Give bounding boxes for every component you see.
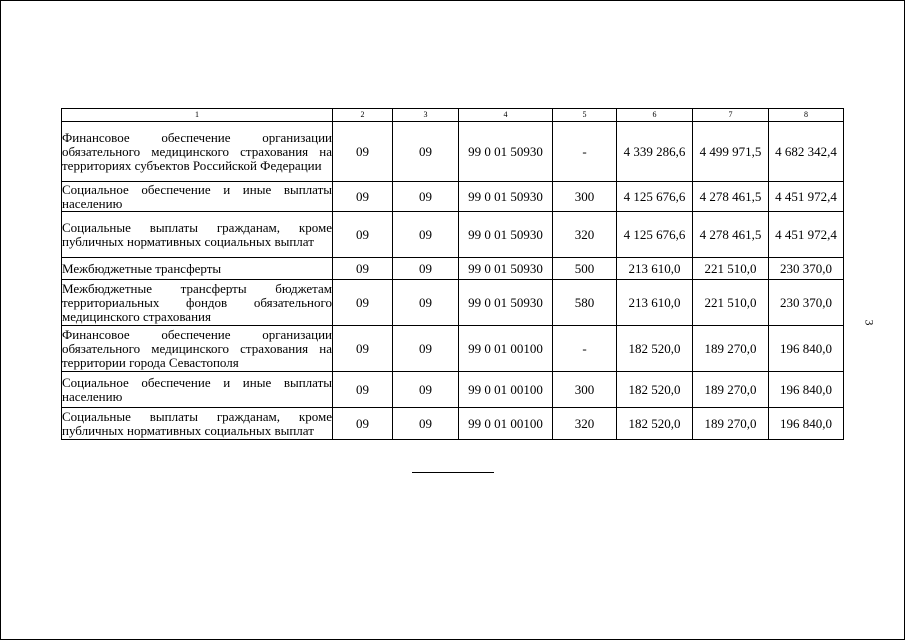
expense-type-cell: 300 (553, 372, 617, 408)
amount-cell: 182 520,0 (617, 326, 693, 372)
target-article-cell: 99 0 01 00100 (459, 408, 553, 440)
amount-cell: 182 520,0 (617, 408, 693, 440)
expense-type-cell: 320 (553, 408, 617, 440)
amount-cell: 196 840,0 (769, 326, 844, 372)
table-row (62, 182, 844, 212)
row-name-cell: Социальные выплаты гражданам, кроме публичных нормативных социальных выплат (62, 408, 332, 438)
page-number: 3 (862, 319, 877, 326)
amount-cell: 221 510,0 (693, 258, 769, 280)
subsection-cell: 09 (393, 212, 459, 258)
section-cell: 09 (333, 326, 393, 372)
header-cell: 6 (617, 109, 693, 122)
row-name-cell: Социальное обеспечение и иные выплаты населению (62, 372, 333, 408)
subsection-cell: 09 (393, 372, 459, 408)
section-cell: 09 (333, 122, 393, 182)
amount-cell: 221 510,0 (693, 280, 769, 326)
separator-line (412, 472, 494, 473)
row-name-cell: Межбюджетные трансферты бюджетам территориальных фондов обязательного медицинского страхования (62, 280, 332, 324)
table-header-row (62, 109, 844, 122)
amount-cell: 4 682 342,4 (769, 122, 844, 182)
table-row (62, 326, 844, 372)
amount-cell: 4 451 972,4 (769, 182, 844, 212)
amount-cell: 182 520,0 (617, 372, 693, 408)
amount-cell: 230 370,0 (769, 280, 844, 326)
table-row (62, 372, 844, 408)
amount-cell: 4 278 461,5 (693, 212, 769, 258)
amount-cell: 213 610,0 (617, 280, 693, 326)
subsection-cell: 09 (393, 408, 459, 440)
row-name-cell: Финансовое обеспечение организации обязательного медицинского страхования на территориях субъектов Российской Федерации (62, 122, 333, 182)
subsection-cell: 09 (393, 258, 459, 280)
amount-cell: 196 840,0 (769, 372, 844, 408)
section-cell: 09 (333, 212, 393, 258)
target-article-cell: 99 0 01 00100 (459, 326, 553, 372)
expense-type-cell: - (553, 122, 617, 182)
header-cell: 5 (553, 109, 617, 122)
header-cell: 8 (769, 109, 844, 122)
amount-cell: 230 370,0 (769, 258, 844, 280)
header-cell: 7 (693, 109, 769, 122)
amount-cell: 4 339 286,6 (617, 122, 693, 182)
header-cell: 2 (333, 109, 393, 122)
amount-cell: 189 270,0 (693, 372, 769, 408)
header-cell: 4 (459, 109, 553, 122)
table-row (62, 212, 844, 258)
amount-cell: 196 840,0 (769, 408, 844, 440)
subsection-cell: 09 (393, 182, 459, 212)
amount-cell: 213 610,0 (617, 258, 693, 280)
table-row (62, 122, 844, 182)
row-name-cell: Социальное обеспечение и иные выплаты населению (62, 181, 332, 211)
table-row (62, 258, 844, 280)
section-cell: 09 (333, 408, 393, 440)
amount-cell: 4 499 971,5 (693, 122, 769, 182)
amount-cell: 189 270,0 (693, 408, 769, 440)
header-cell: 3 (393, 109, 459, 122)
section-cell: 09 (333, 280, 393, 326)
target-article-cell: 99 0 01 50930 (459, 122, 553, 182)
section-cell: 09 (333, 372, 393, 408)
target-article-cell: 99 0 01 50930 (459, 280, 553, 326)
amount-cell: 4 451 972,4 (769, 212, 844, 258)
target-article-cell: 99 0 01 00100 (459, 372, 553, 408)
target-article-cell: 99 0 01 50930 (459, 182, 553, 212)
expense-type-cell: 500 (553, 258, 617, 280)
target-article-cell: 99 0 01 50930 (459, 212, 553, 258)
subsection-cell: 09 (393, 122, 459, 182)
row-name-cell: Межбюджетные трансферты (62, 258, 333, 280)
subsection-cell: 09 (393, 326, 459, 372)
expense-type-cell: 300 (553, 182, 617, 212)
amount-cell: 189 270,0 (693, 326, 769, 372)
amount-cell: 4 125 676,6 (617, 212, 693, 258)
row-name-cell: Финансовое обеспечение организации обязательного медицинского страхования на территории города Севастополя (62, 326, 332, 370)
row-name-cell: Социальные выплаты гражданам, кроме публичных нормативных социальных выплат (62, 212, 333, 258)
amount-cell: 4 125 676,6 (617, 182, 693, 212)
budget-table (61, 108, 844, 440)
expense-type-cell: 580 (553, 280, 617, 326)
subsection-cell: 09 (393, 280, 459, 326)
section-cell: 09 (333, 182, 393, 212)
table-row (62, 408, 844, 440)
section-cell: 09 (333, 258, 393, 280)
target-article-cell: 99 0 01 50930 (459, 258, 553, 280)
table-row (62, 280, 844, 326)
header-cell: 1 (62, 109, 333, 122)
amount-cell: 4 278 461,5 (693, 182, 769, 212)
expense-type-cell: - (553, 326, 617, 372)
expense-type-cell: 320 (553, 212, 617, 258)
